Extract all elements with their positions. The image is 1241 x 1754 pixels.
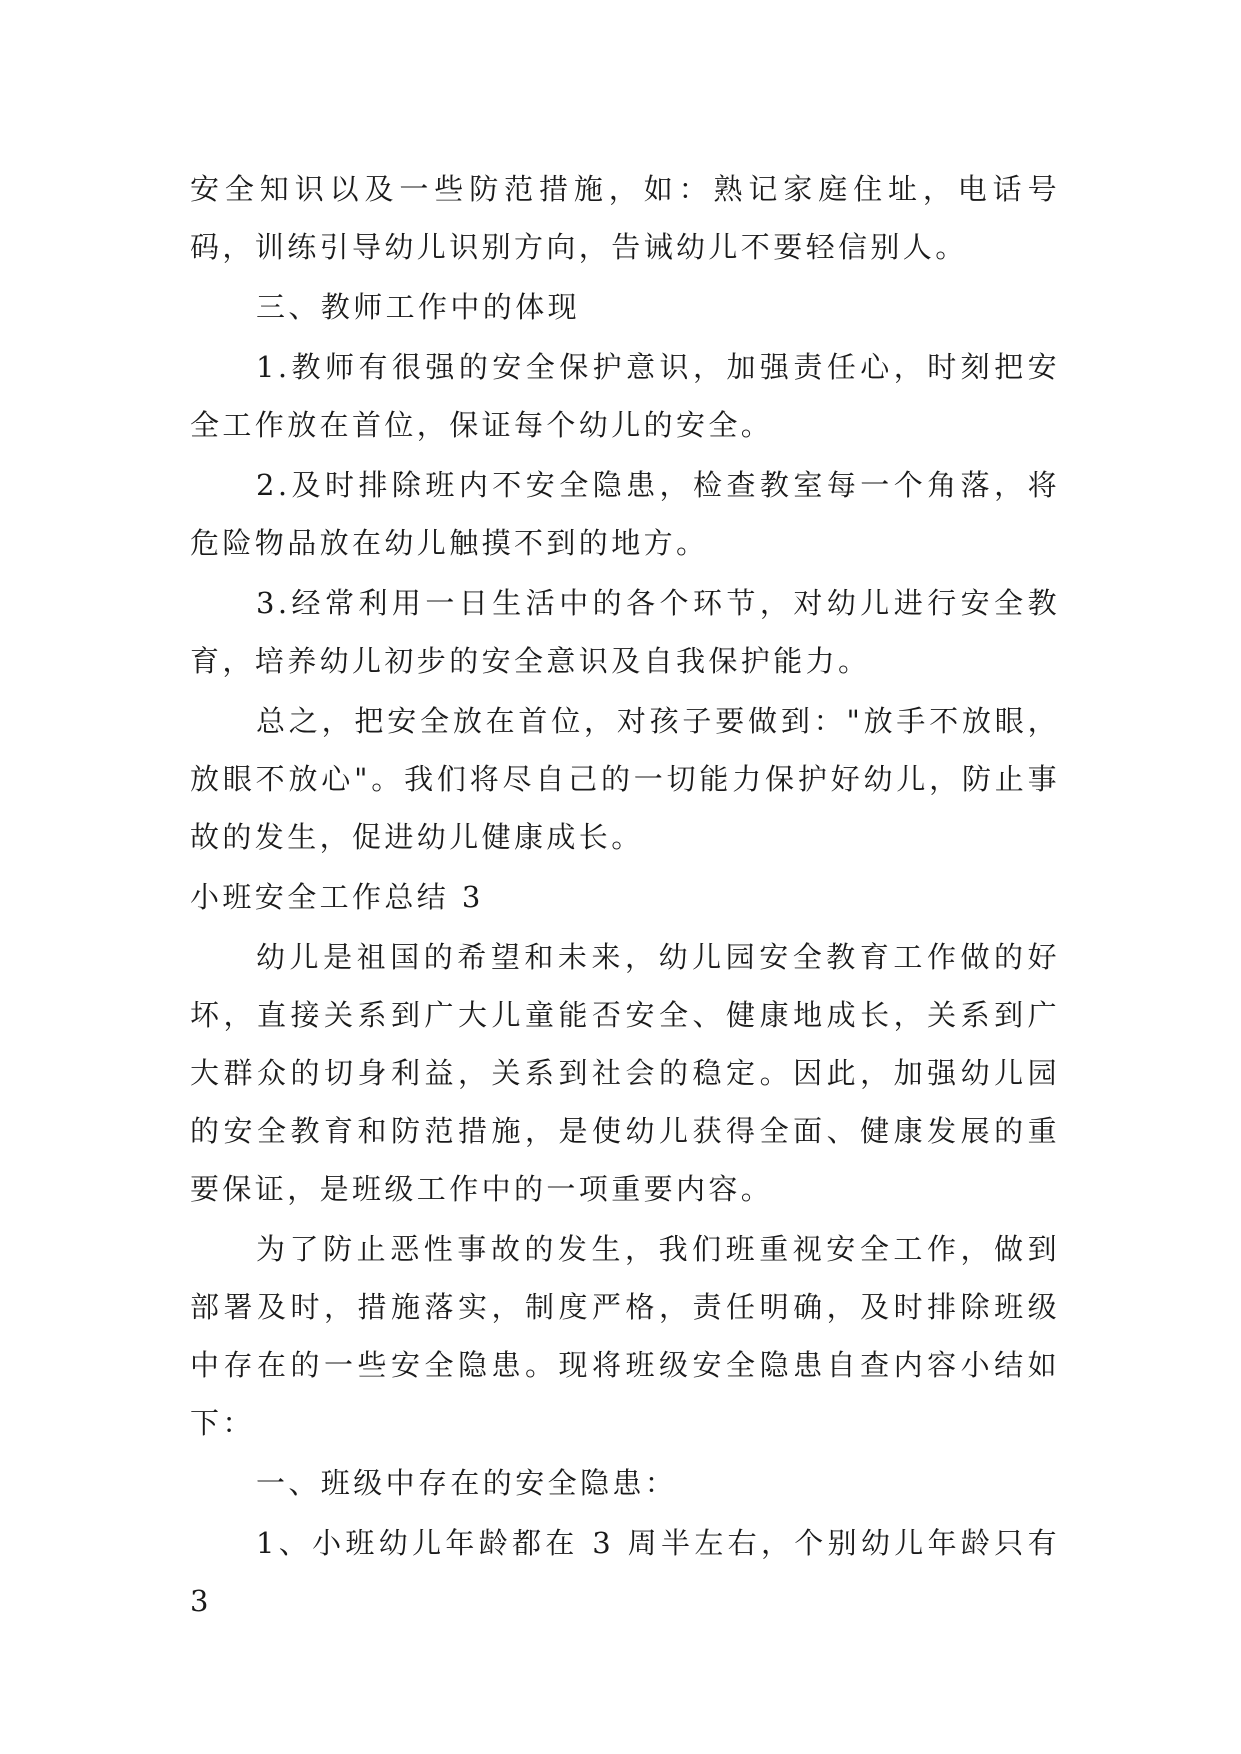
- heading-teacher-work: 三、教师工作中的体现: [256, 290, 581, 324]
- paragraph-item-2: 2.及时排除班内不安全隐患，检查教室每一个角落，将危险物品放在幼儿触摸不到的地方。: [190, 468, 1060, 560]
- paragraph-conclusion: 总之，把安全放在首位，对孩子要做到："放手不放眼，放眼不放心"。我们将尽自己的一切能力保护好幼儿，防止事故的发生，促进幼儿健康成长。: [190, 704, 1060, 854]
- paragraph-prevention: 为了防止恶性事故的发生，我们班重视安全工作，做到部署及时，措施落实，制度严格，责任明确，及时排除班级中存在的一些安全隐患。现将班级安全隐患自查内容小结如下：: [190, 1232, 1060, 1440]
- document-page: [190, 160, 1060, 1632]
- paragraph-intro: 幼儿是祖国的希望和未来，幼儿园安全教育工作做的好坏，直接关系到广大儿童能否安全、健康地成长，关系到广大群众的切身利益，关系到社会的稳定。因此，加强幼儿园的安全教育和防范措施，是使幼儿获得全面、健康发展的重要保证，是班级工作中的一项重要内容。: [190, 940, 1060, 1206]
- paragraph-item-3: 3.经常利用一日生活中的各个环节，对幼儿进行安全教育，培养幼儿初步的安全意识及自我保护能力。: [190, 586, 1060, 678]
- paragraph-safety-knowledge: 安全知识以及一些防范措施，如：熟记家庭住址，电话号码，训练引导幼儿识别方向，告诫幼儿不要轻信别人。: [190, 172, 1060, 264]
- section-title: 小班安全工作总结 3: [190, 880, 484, 914]
- heading-hazards: 一、班级中存在的安全隐患：: [256, 1466, 678, 1500]
- paragraph-hazard-1: 1、小班幼儿年龄都在 3 周半左右，个别幼儿年龄只有 3: [190, 1526, 1060, 1618]
- paragraph-item-1: 1.教师有很强的安全保护意识，加强责任心，时刻把安全工作放在首位，保证每个幼儿的安全。: [190, 350, 1060, 442]
